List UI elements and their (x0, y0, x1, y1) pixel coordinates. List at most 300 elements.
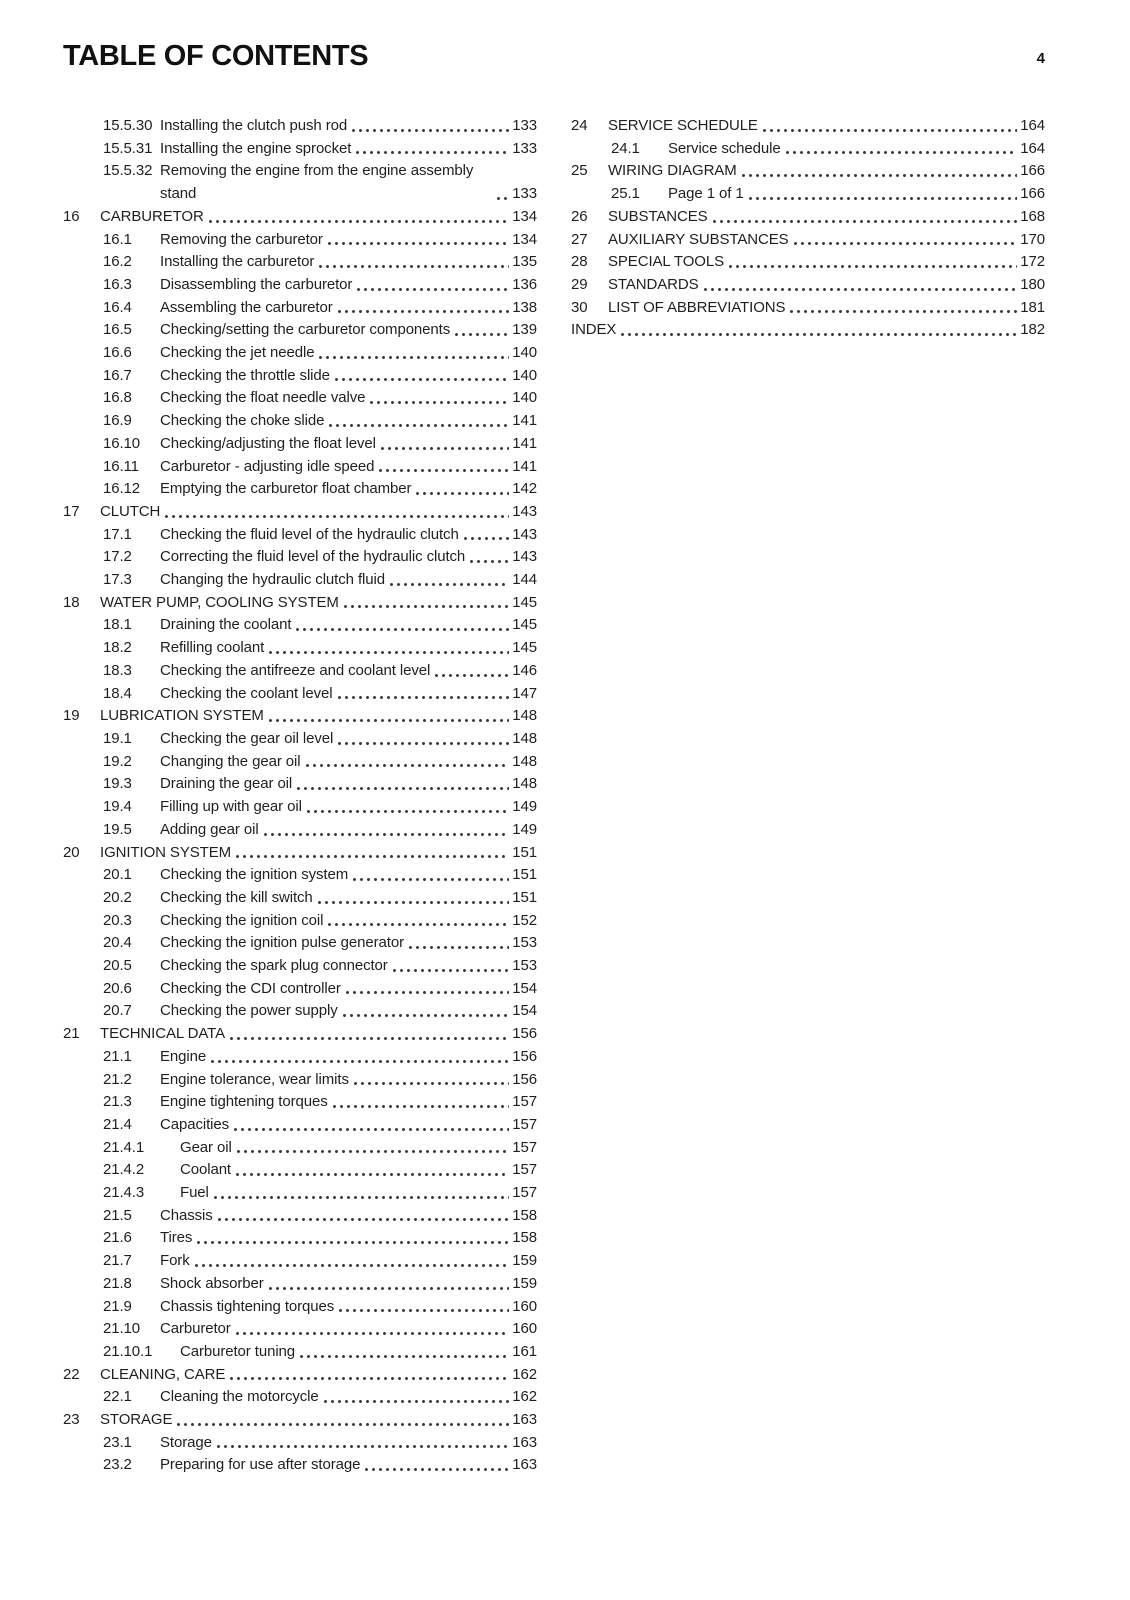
toc-entry-page: 140 (512, 344, 537, 362)
toc-entry (63, 365, 537, 388)
toc-leader-dots (193, 1262, 510, 1269)
toc-entry-page: 180 (1020, 275, 1045, 293)
toc-entry-title: Preparing for use after storage (160, 1456, 361, 1474)
toc-entry-content (160, 569, 537, 592)
toc-leader-dots (377, 467, 509, 474)
toc-entry-content (608, 274, 1045, 297)
toc-entry-content (160, 1227, 537, 1250)
toc-entry-title: IGNITION SYSTEM (100, 843, 232, 861)
toc-entry (63, 932, 537, 955)
toc-entry-number: 15.5.32 (103, 162, 153, 180)
toc-entry-content (608, 297, 1045, 320)
toc-entry (63, 637, 537, 660)
toc-entry (63, 796, 537, 819)
toc-entry-number: 21.4.2 (103, 1161, 145, 1179)
toc-entry-page: 133 (512, 117, 537, 134)
toc-entry (63, 978, 537, 1001)
toc-entry (63, 206, 537, 229)
toc-entry-content (160, 138, 537, 161)
toc-entry-title: Coolant (180, 1161, 232, 1179)
toc-entry-title: SERVICE SCHEDULE (608, 117, 758, 134)
toc-entry-title: Fork (160, 1252, 190, 1270)
toc-entry (63, 410, 537, 433)
toc-entry-page: 163 (512, 1411, 537, 1429)
toc-entry-page: 161 (512, 1342, 537, 1360)
toc-entry-page: 141 (512, 457, 537, 475)
toc-leader-dots (262, 831, 510, 838)
toc-entry-number: 21.10 (103, 1320, 141, 1338)
toc-entry-number: 19.3 (103, 775, 132, 793)
toc-entry-title: CLUTCH (100, 502, 161, 520)
toc-entry-title: Checking the CDI controller (160, 979, 341, 997)
toc-entry-page: 160 (512, 1297, 537, 1315)
toc-entry-number: 16.1 (103, 230, 132, 248)
toc-entry-content (180, 1341, 537, 1364)
toc-entry-title: Checking the coolant level (160, 684, 333, 702)
toc-entry-title: Changing the gear oil (160, 752, 301, 770)
toc-entry-content (160, 978, 537, 1001)
toc-entry-page: 133 (512, 185, 537, 203)
toc-entry-page: 143 (512, 502, 537, 520)
toc-entry (63, 1318, 537, 1341)
toc-leader-dots (747, 195, 1018, 202)
toc-entry-content (668, 183, 1045, 206)
toc-entry-title: Installing the clutch push rod (160, 117, 348, 134)
toc-entry-content (160, 1069, 537, 1092)
toc-entry-page: 156 (512, 1070, 537, 1088)
toc-entry (63, 297, 537, 320)
toc-entry-page: 148 (512, 752, 537, 770)
toc-leader-dots (727, 263, 1017, 270)
toc-entry-number: 21 (63, 1025, 80, 1043)
toc-entry-page: 141 (512, 412, 537, 430)
toc-entry-number: 21.1 (103, 1047, 132, 1065)
toc-entry (63, 138, 537, 161)
toc-entry-content (160, 456, 537, 479)
toc-entry-number: 21.6 (103, 1229, 132, 1247)
toc-entry-content (160, 229, 537, 252)
toc-entry-number: 15.5.30 (103, 117, 153, 134)
toc-entry-title: Draining the coolant (160, 616, 292, 634)
toc-entry-title: Shock absorber (160, 1274, 264, 1292)
toc-entry (63, 1454, 537, 1477)
toc-leader-dots (792, 240, 1018, 247)
toc-entry-page: 145 (512, 593, 537, 611)
toc-entry-content (160, 660, 537, 683)
toc-entry-title: Disassembling the carburetor (160, 275, 353, 293)
toc-leader-dots (234, 853, 509, 860)
toc-leader-dots (368, 399, 509, 406)
toc-entry-page: 182 (1020, 321, 1045, 339)
toc-entry (63, 1091, 537, 1114)
toc-entry-title: Checking the choke slide (160, 412, 325, 430)
toc-leader-dots (216, 1216, 510, 1223)
toc-entry-title: Filling up with gear oil (160, 798, 302, 816)
toc-leader-dots (228, 1375, 509, 1382)
toc-entry (63, 592, 537, 615)
toc-entry (63, 910, 537, 933)
toc-entry-page: 166 (1020, 185, 1045, 203)
toc-entry-page: 157 (512, 1161, 537, 1179)
toc-entry-number: 18.1 (103, 616, 132, 634)
toc-leader-dots (619, 331, 1017, 338)
toc-entry (63, 1114, 537, 1137)
toc-column-left (63, 115, 537, 1477)
toc-entry (63, 1273, 537, 1296)
toc-leader-dots (341, 1012, 510, 1019)
toc-entry-number: 26 (571, 207, 588, 225)
toc-entry-number: 19.1 (103, 729, 132, 747)
toc-entry-content (160, 1432, 537, 1455)
toc-leader-dots (212, 1194, 509, 1201)
toc-entry-content (160, 887, 537, 910)
toc-leader-dots (305, 808, 509, 815)
toc-leader-dots (391, 967, 510, 974)
toc-entry-title: Carburetor - adjusting idle speed (160, 457, 375, 475)
toc-entry-number: 20.2 (103, 888, 132, 906)
toc-entry-number: 20.4 (103, 934, 132, 952)
toc-entry-content (608, 229, 1045, 252)
toc-leader-dots (317, 354, 509, 361)
toc-leader-dots (331, 1103, 510, 1110)
toc-leader-dots (351, 876, 509, 883)
toc-entry-number: 17.2 (103, 548, 132, 566)
toc-entry-title: STANDARDS (608, 275, 699, 293)
toc-leader-dots (336, 694, 510, 701)
toc-entry-title: LUBRICATION SYSTEM (100, 707, 264, 725)
toc-entry (63, 1364, 537, 1387)
toc-leader-dots (350, 127, 509, 134)
toc-entry-number: 16.9 (103, 412, 132, 430)
toc-entry-number: 23 (63, 1411, 80, 1429)
toc-entry-number: 18 (63, 593, 80, 611)
toc-leader-dots (433, 672, 509, 679)
toc-entry-title: WATER PUMP, COOLING SYSTEM (100, 593, 339, 611)
toc-entry-page: 160 (512, 1320, 537, 1338)
toc-leader-dots (234, 1171, 509, 1178)
toc-entry-title: Tires (160, 1229, 193, 1247)
toc-entry-title: Checking the power supply (160, 1002, 338, 1020)
toc-entry-title: Emptying the carburetor float chamber (160, 480, 412, 498)
toc-entry-page: 154 (512, 979, 537, 997)
toc-entry-page: 154 (512, 1002, 537, 1020)
toc-leader-dots (163, 513, 509, 520)
toc-entry-number: 18.3 (103, 661, 132, 679)
toc-entry-number: 18.4 (103, 684, 132, 702)
toc-entry-number: 16.7 (103, 366, 132, 384)
toc-entry-page: 134 (512, 230, 537, 248)
toc-leader-dots (414, 490, 509, 497)
toc-entry (63, 1409, 537, 1432)
toc-entry (63, 1250, 537, 1273)
toc-entry-number: 21.4 (103, 1115, 132, 1133)
toc-entry-page: 148 (512, 729, 537, 747)
toc-leader-dots (175, 1421, 509, 1428)
toc-leader-dots (379, 445, 509, 452)
toc-entry-page: 148 (512, 707, 537, 725)
toc-entry-number: 16.12 (103, 480, 141, 498)
toc-entry-page: 159 (512, 1252, 537, 1270)
toc-entry-number: 16 (63, 207, 80, 225)
toc-entry-title: Installing the engine sprocket (160, 139, 352, 157)
toc-entry (571, 160, 1045, 183)
toc-leader-dots (267, 649, 509, 656)
toc-entry-number: 16.8 (103, 389, 132, 407)
toc-entry-page: 147 (512, 684, 537, 702)
toc-entry-content (100, 1364, 537, 1387)
toc-entry-number: 19.5 (103, 820, 132, 838)
toc-leader-dots (209, 1058, 509, 1065)
toc-entry (63, 478, 537, 501)
toc-entry-number: 21.3 (103, 1093, 132, 1111)
toc-entry-title: SUBSTANCES (608, 207, 708, 225)
toc-column-right (571, 115, 1045, 1477)
toc-entry-title: Checking the spark plug connector (160, 957, 388, 975)
toc-entry (63, 319, 537, 342)
toc-entry-content (160, 683, 537, 706)
toc-entry (63, 160, 537, 205)
toc-entry-title: AUXILIARY SUBSTANCES (608, 230, 789, 248)
toc-entry-page: 158 (512, 1229, 537, 1247)
toc-leader-dots (342, 603, 509, 610)
toc-leader-dots (195, 1239, 509, 1246)
toc-entry-content (160, 410, 537, 433)
page-number: 4 (1036, 50, 1045, 67)
toc-entry-page: 162 (512, 1388, 537, 1406)
toc-leader-dots (784, 149, 1018, 156)
toc-leader-dots (235, 1148, 510, 1155)
toc-entry-page: 163 (512, 1433, 537, 1451)
toc-entry-page: 133 (512, 139, 537, 157)
toc-entry (63, 115, 537, 138)
toc-entry-content (160, 251, 537, 274)
toc-entry-content (160, 160, 537, 205)
toc-entry (63, 1000, 537, 1023)
toc-entry-page: 162 (512, 1365, 537, 1383)
toc-entry-content (160, 1000, 537, 1023)
toc-leader-dots (702, 286, 1018, 293)
toc-entry-page: 143 (512, 525, 537, 543)
toc-entry-content (160, 773, 537, 796)
toc-entry (63, 864, 537, 887)
toc-entry-title: Checking the ignition coil (160, 911, 324, 929)
toc-entry-title: Carburetor tuning (180, 1342, 296, 1360)
toc-entry (63, 955, 537, 978)
toc-leader-dots (304, 762, 510, 769)
toc-entry-title: Changing the hydraulic clutch fluid (160, 571, 385, 589)
toc-entry (63, 229, 537, 252)
toc-entry-page: 159 (512, 1274, 537, 1292)
toc-entry-page: 158 (512, 1206, 537, 1224)
toc-entry-page: 152 (512, 911, 537, 929)
toc-entry-title: Checking the fluid level of the hydraulic clutch (160, 525, 459, 543)
toc-entry-page: 148 (512, 775, 537, 793)
toc-entry-content (160, 955, 537, 978)
toc-entry-content (160, 910, 537, 933)
toc-entry-title: LIST OF ABBREVIATIONS (608, 298, 786, 316)
toc-entry-number: 17 (63, 502, 80, 520)
toc-entry-page: 142 (512, 480, 537, 498)
toc-entry-title: CARBURETOR (100, 207, 204, 225)
toc-entry-title: Cleaning the motorcycle (160, 1388, 319, 1406)
toc-leader-dots (337, 1307, 509, 1314)
toc-entry-page: 166 (1020, 162, 1045, 180)
toc-leader-dots (788, 308, 1017, 315)
toc-leader-dots (344, 989, 510, 996)
toc-leader-dots (267, 1285, 510, 1292)
toc-entry-title: Checking the throttle slide (160, 366, 330, 384)
toc-entry-number: 29 (571, 275, 588, 293)
toc-entry (63, 819, 537, 842)
toc-entry-content (160, 1114, 537, 1137)
page-header (63, 40, 1045, 73)
toc-entry-number: 24.1 (611, 139, 640, 157)
toc-entry-number: 20.1 (103, 866, 132, 884)
toc-leader-dots (495, 195, 509, 202)
toc-entry-title: Checking the float needle valve (160, 389, 366, 407)
toc-entry-number: 30 (571, 298, 588, 316)
toc-leader-dots (336, 740, 509, 747)
toc-entry-content (160, 1205, 537, 1228)
toc-entry-title: Engine tolerance, wear limits (160, 1070, 349, 1088)
toc-entry-number: 21.4.1 (103, 1138, 145, 1156)
toc-entry-number: 21.4.3 (103, 1184, 145, 1202)
toc-entry-content (608, 206, 1045, 229)
toc-entry-page: 146 (512, 661, 537, 679)
toc-entry-title: Checking the jet needle (160, 344, 315, 362)
toc-entry-number: 15.5.31 (103, 139, 153, 157)
toc-entry-title: Capacities (160, 1115, 230, 1133)
toc-entry-title: Refilling coolant (160, 639, 265, 657)
toc-entry-page: 156 (512, 1025, 537, 1043)
toc-entry-number: 21.10.1 (103, 1342, 153, 1360)
toc-entry-page: 157 (512, 1115, 537, 1133)
toc-entry (63, 524, 537, 547)
toc-leader-dots (317, 263, 509, 270)
toc-entry-title: Checking the ignition pulse generator (160, 934, 404, 952)
toc-entry-title: Fuel (180, 1184, 209, 1202)
toc-entry-content (160, 614, 537, 637)
toc-entry-page: 163 (512, 1456, 537, 1474)
toc-entry (571, 274, 1045, 297)
toc-entry-number: 20.6 (103, 979, 132, 997)
toc-entry-content (160, 546, 537, 569)
toc-entry-content (160, 365, 537, 388)
toc-entry-title: Engine tightening torques (160, 1093, 328, 1111)
toc-entry-number: 20.5 (103, 957, 132, 975)
toc-entry-number: 19 (63, 707, 80, 725)
toc-entry-title: Checking/adjusting the float level (160, 434, 376, 452)
toc-entry-title: STORAGE (100, 1411, 173, 1429)
toc-entry (63, 614, 537, 637)
toc-entry (571, 229, 1045, 252)
toc-entry-title: Gear oil (180, 1138, 232, 1156)
toc-entry (63, 1159, 537, 1182)
toc-entry-content (180, 1159, 537, 1182)
toc-entry (63, 546, 537, 569)
toc-entry-title: Correcting the fluid level of the hydraulic clutch (160, 548, 466, 566)
toc-entry (571, 251, 1045, 274)
toc-entry-number: 16.11 (103, 457, 139, 475)
toc-entry (571, 183, 1045, 206)
toc-leader-dots (363, 1466, 509, 1473)
toc-entry-content (160, 819, 537, 842)
toc-leader-dots (215, 1443, 509, 1450)
toc-entry-title: Checking the gear oil level (160, 729, 334, 747)
toc-entry-number: 16.3 (103, 275, 132, 293)
toc-entry (63, 683, 537, 706)
toc-entry (63, 387, 537, 410)
toc-entry-number: 17.3 (103, 571, 132, 589)
toc-entry-page: 164 (1020, 117, 1045, 134)
toc-entry-content (100, 206, 537, 229)
toc-entry-page: 144 (512, 571, 537, 589)
toc-entry-number: 21.2 (103, 1070, 132, 1088)
toc-leader-dots (207, 218, 510, 225)
toc-leader-dots (333, 376, 509, 383)
toc-entry-number: 21.8 (103, 1274, 132, 1292)
toc-entry-title: CLEANING, CARE (100, 1365, 226, 1383)
toc-entry-title: Draining the gear oil (160, 775, 293, 793)
toc-entry-title: Checking/setting the carburetor components (160, 321, 451, 339)
toc-entry-page: 145 (512, 616, 537, 634)
toc-entry (571, 138, 1045, 161)
toc-leader-dots (228, 1035, 509, 1042)
toc-entry-number: 16.10 (103, 434, 141, 452)
toc-leader-dots (468, 558, 509, 565)
toc-entry-number: 20.7 (103, 1002, 132, 1020)
toc-entry-number: 20 (63, 843, 80, 861)
toc-entry (63, 274, 537, 297)
toc-entry-content (100, 501, 537, 524)
toc-entry-page: 157 (512, 1093, 537, 1111)
toc-leader-dots (298, 1353, 509, 1360)
toc-entry (63, 342, 537, 365)
toc-entry (571, 206, 1045, 229)
toc-entry-page: 143 (512, 548, 537, 566)
toc-entry-number: 19.4 (103, 798, 132, 816)
toc-leader-dots (355, 286, 509, 293)
toc-entry-content (180, 1137, 537, 1160)
toc-entry-number: 21.7 (103, 1252, 132, 1270)
toc-entry-page: 140 (512, 389, 537, 407)
toc-entry-page: 172 (1020, 253, 1045, 271)
toc-entry-page: 141 (512, 434, 537, 452)
toc-entry-page: 153 (512, 957, 537, 975)
toc-entry (63, 569, 537, 592)
toc-entry-page: 139 (512, 321, 537, 339)
toc-entry-page: 170 (1020, 230, 1045, 248)
toc-leader-dots (407, 944, 509, 951)
toc-entry-page: 156 (512, 1047, 537, 1065)
toc-entry-number: 23.2 (103, 1456, 132, 1474)
toc-entry-content (160, 1386, 537, 1409)
toc-entry-title: Assembling the carburetor (160, 298, 333, 316)
toc-entry-page: 135 (512, 253, 537, 271)
toc-entry-content (160, 319, 537, 342)
toc-entry-number: 27 (571, 230, 588, 248)
toc-entry-page: 164 (1020, 139, 1045, 157)
toc-entry-number: 20.3 (103, 911, 132, 929)
toc-entry-title: INDEX (571, 321, 617, 339)
toc-entry-content (160, 637, 537, 660)
toc-entry-content (160, 524, 537, 547)
toc-entry-content (160, 932, 537, 955)
toc-entry-content (608, 115, 1045, 138)
toc-entry-content (571, 319, 1045, 342)
toc-leader-dots (336, 308, 510, 315)
toc-entry-page: 140 (512, 366, 537, 384)
